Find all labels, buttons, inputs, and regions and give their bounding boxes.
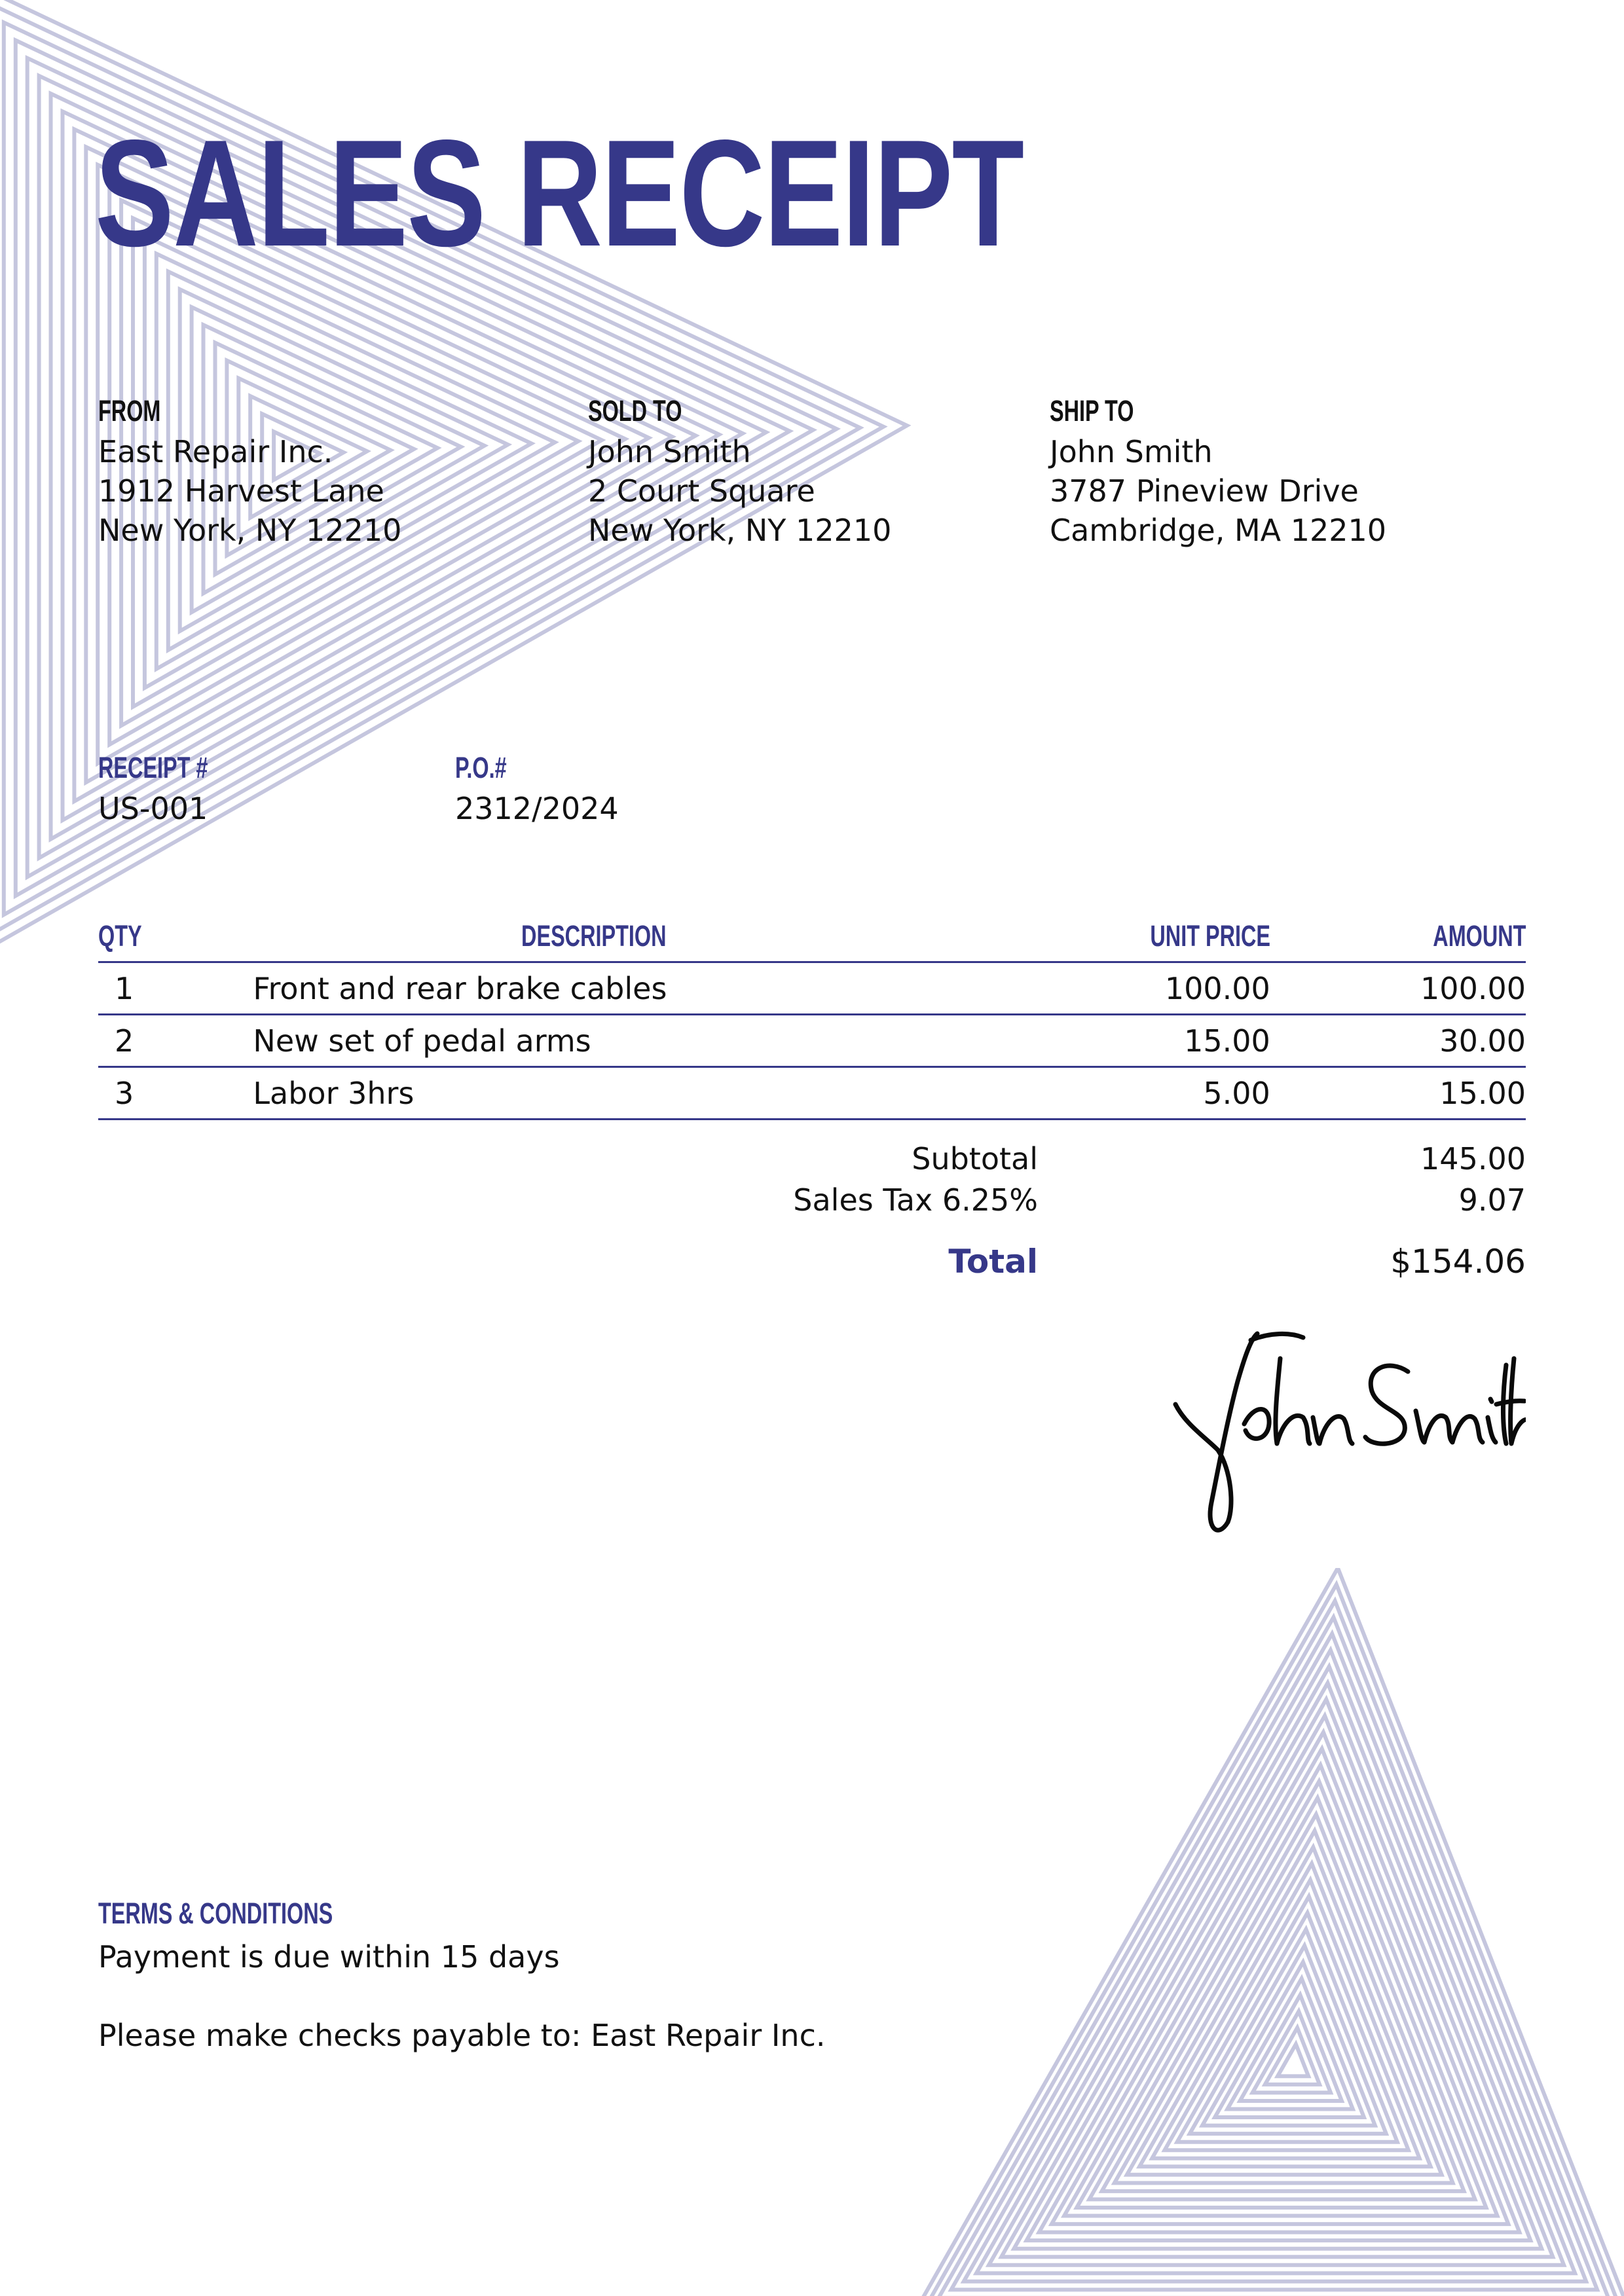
sold-to-name: John Smith (588, 434, 751, 469)
row-description: Front and rear brake cables (253, 962, 934, 1015)
from-address-line1: 1912 Harvest Lane (98, 473, 384, 509)
table-row (98, 962, 1526, 1015)
decorative-triangle-pattern-bottom-right (910, 1568, 1624, 2296)
row-unit-price: 5.00 (934, 1067, 1270, 1120)
sales-tax-value: 9.07 (1458, 1182, 1526, 1218)
po-number-value: 2312/2024 (455, 791, 619, 826)
header-unit-price-label: UNIT PRICE (1150, 919, 1270, 953)
row-qty: 1 (98, 962, 253, 1015)
from-block (98, 396, 401, 550)
row-amount: 15.00 (1270, 1067, 1526, 1120)
sold-to-address-line2: New York, NY 12210 (588, 513, 892, 548)
total-label: Total (948, 1243, 1038, 1281)
terms-line2: Please make checks payable to: East Repair Inc. (98, 2018, 826, 2053)
page-title: SALES RECEIPT (95, 109, 1024, 278)
from-address-line2: New York, NY 12210 (98, 513, 402, 548)
sold-to-block (588, 396, 891, 550)
handwritten-signature (1172, 1319, 1526, 1545)
total-value: $154.06 (1390, 1243, 1526, 1281)
row-amount: 30.00 (1270, 1015, 1526, 1067)
ship-to-address-line2: Cambridge, MA 12210 (1050, 513, 1387, 548)
subtotal-value: 145.00 (1420, 1141, 1526, 1176)
terms-line1: Payment is due within 15 days (98, 1939, 560, 1975)
row-description: New set of pedal arms (253, 1015, 934, 1067)
sales-tax-label: Sales Tax 6.25% (793, 1182, 1038, 1218)
header-description-label: DESCRIPTION (521, 919, 667, 953)
header-amount-label: AMOUNT (1432, 919, 1526, 953)
header-amount (1270, 910, 1526, 962)
row-qty: 3 (98, 1067, 253, 1120)
row-unit-price: 100.00 (934, 962, 1270, 1015)
header-qty-label: QTY (98, 919, 142, 953)
terms-label: TERMS & CONDITIONS (98, 1897, 333, 1930)
po-number-label: P.O.# (455, 751, 507, 784)
header-unit-price (934, 910, 1270, 962)
header-qty (98, 910, 253, 962)
po-number-block (455, 753, 619, 828)
row-qty: 2 (98, 1015, 253, 1067)
ship-to-label: SHIP TO (1050, 394, 1134, 428)
row-amount: 100.00 (1270, 962, 1526, 1015)
sold-to-label: SOLD TO (588, 394, 682, 428)
sold-to-address-line1: 2 Court Square (588, 473, 815, 509)
header-description (253, 910, 934, 962)
table-row (98, 1015, 1526, 1067)
table-header-row (98, 910, 1526, 962)
row-description: Labor 3hrs (253, 1067, 934, 1120)
table-row (98, 1067, 1526, 1120)
line-items-table (98, 910, 1526, 1120)
receipt-number-label: RECEIPT # (98, 751, 208, 784)
receipt-number-value: US-001 (98, 791, 208, 826)
from-name: East Repair Inc. (98, 434, 333, 469)
terms-block (98, 1899, 826, 2055)
row-unit-price: 15.00 (934, 1015, 1270, 1067)
subtotal-label: Subtotal (912, 1141, 1038, 1176)
ship-to-address-line1: 3787 Pineview Drive (1050, 473, 1359, 509)
ship-to-name: John Smith (1050, 434, 1213, 469)
receipt-number-block (98, 753, 251, 828)
from-label: FROM (98, 394, 161, 428)
ship-to-block (1050, 396, 1386, 550)
